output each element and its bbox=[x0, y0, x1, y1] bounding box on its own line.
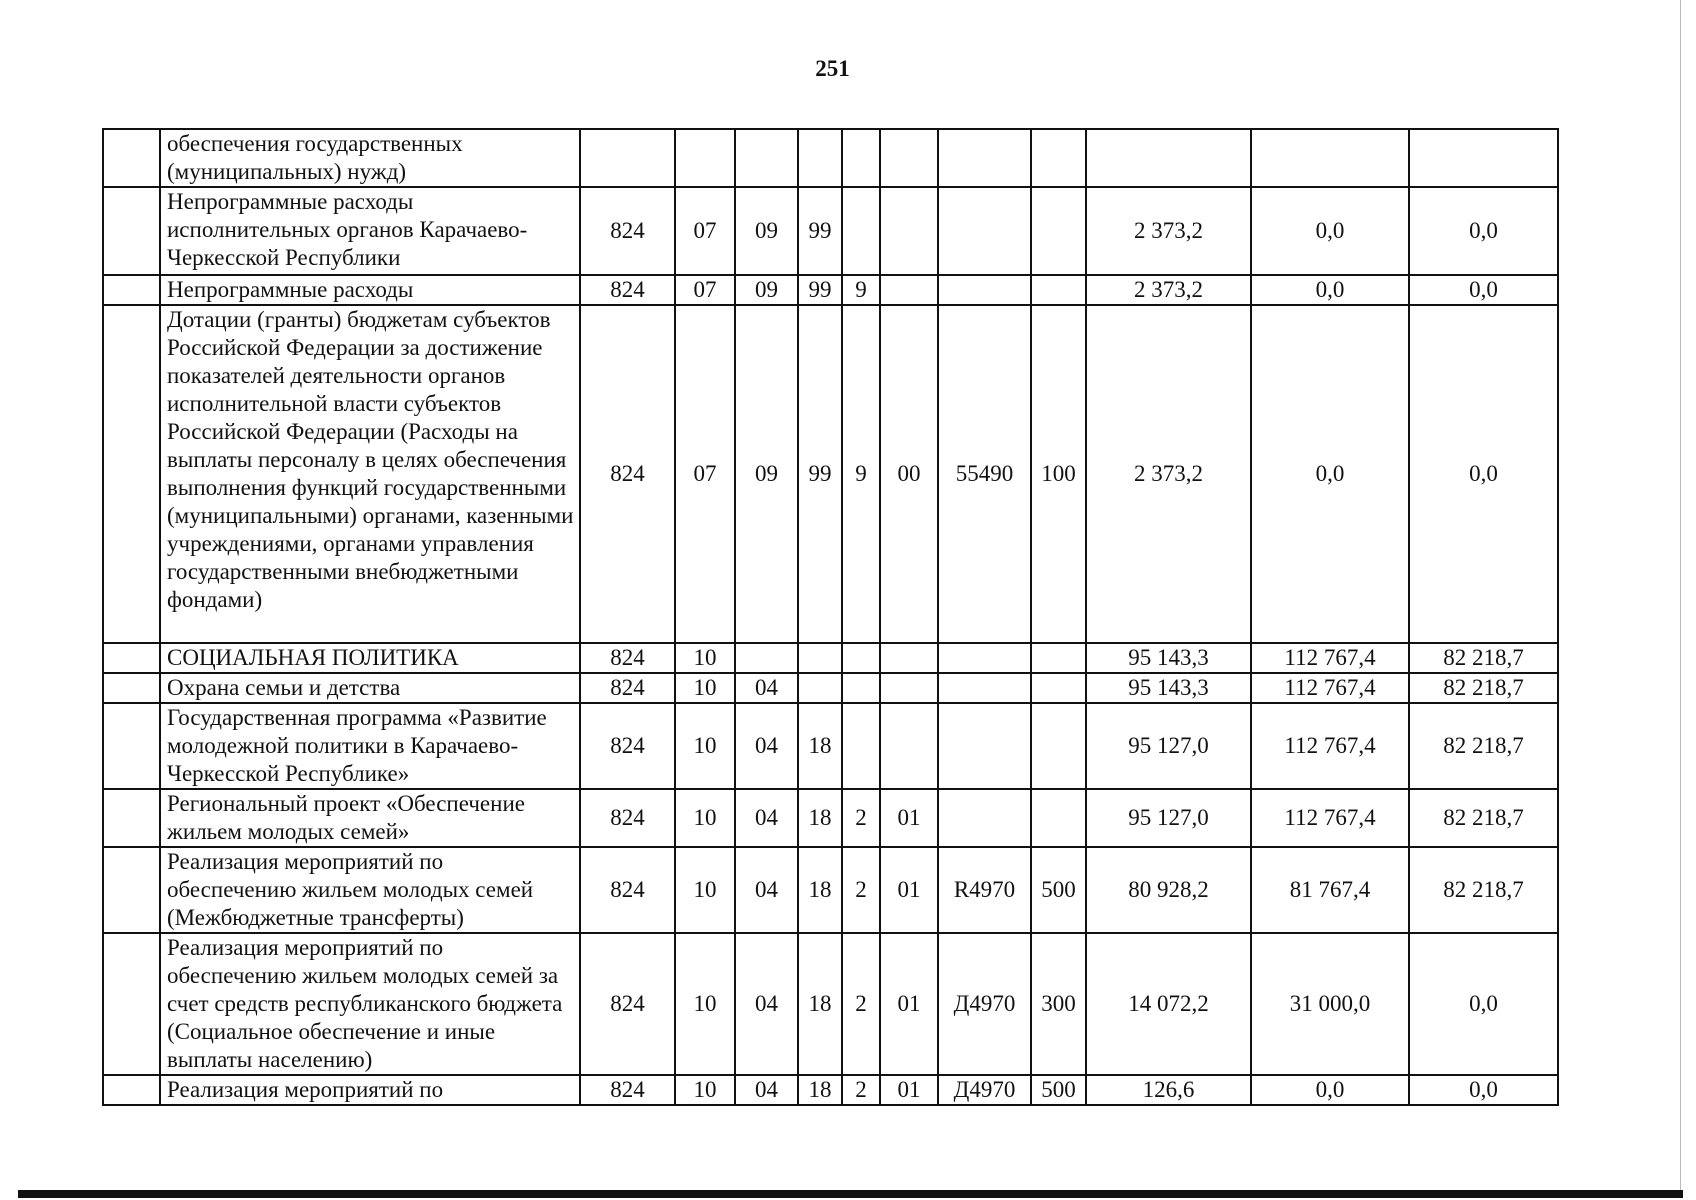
cell-cs1 bbox=[798, 129, 842, 187]
cell-rz: 10 bbox=[675, 673, 735, 703]
cell-pr: 04 bbox=[735, 673, 798, 703]
cell-year3: 82 218,7 bbox=[1409, 847, 1558, 933]
cell-cs4 bbox=[938, 129, 1031, 187]
cell-cs2: 2 bbox=[842, 789, 880, 847]
cell-year3: 82 218,7 bbox=[1409, 789, 1558, 847]
cell-pr: 04 bbox=[735, 789, 798, 847]
cell-vr bbox=[1031, 129, 1086, 187]
cell-cs3 bbox=[880, 643, 938, 673]
item-name: СОЦИАЛЬНАЯ ПОЛИТИКА bbox=[160, 643, 580, 673]
cell-cs2 bbox=[842, 703, 880, 789]
cell-year2: 112 767,4 bbox=[1251, 643, 1409, 673]
cell-cs1: 18 bbox=[798, 847, 842, 933]
row-index-cell bbox=[103, 933, 160, 1075]
cell-cs4: Д4970 bbox=[938, 933, 1031, 1075]
cell-pr: 04 bbox=[735, 703, 798, 789]
row-index-cell bbox=[103, 789, 160, 847]
cell-pr: 04 bbox=[735, 847, 798, 933]
cell-cs2 bbox=[842, 673, 880, 703]
cell-cs1: 18 bbox=[798, 933, 842, 1075]
cell-year1: 95 127,0 bbox=[1086, 789, 1251, 847]
cell-cs3 bbox=[880, 129, 938, 187]
cell-year3: 0,0 bbox=[1409, 305, 1558, 643]
cell-vr bbox=[1031, 789, 1086, 847]
cell-cs1: 18 bbox=[798, 1075, 842, 1105]
cell-cs4: R4970 bbox=[938, 847, 1031, 933]
cell-rz: 10 bbox=[675, 847, 735, 933]
cell-cs4 bbox=[938, 187, 1031, 275]
cell-year3: 82 218,7 bbox=[1409, 703, 1558, 789]
table-row bbox=[103, 847, 1558, 933]
cell-rz: 10 bbox=[675, 1075, 735, 1105]
table-row bbox=[103, 1075, 1558, 1105]
item-name: Региональный проект «Обеспечение жильем молодых семей» bbox=[160, 789, 580, 847]
cell-vr bbox=[1031, 187, 1086, 275]
cell-cs4 bbox=[938, 643, 1031, 673]
cell-cs3 bbox=[880, 187, 938, 275]
row-index-cell bbox=[103, 703, 160, 789]
cell-year2: 0,0 bbox=[1251, 1075, 1409, 1105]
item-name: Государственная программа «Развитие молодежной политики в Карачаево-Черкесской Республике» bbox=[160, 703, 580, 789]
cell-year1: 95 143,3 bbox=[1086, 673, 1251, 703]
cell-year2: 112 767,4 bbox=[1251, 789, 1409, 847]
cell-cs1 bbox=[798, 673, 842, 703]
cell-year3: 82 218,7 bbox=[1409, 673, 1558, 703]
cell-cs2: 9 bbox=[842, 305, 880, 643]
table-row bbox=[103, 703, 1558, 789]
table-row bbox=[103, 129, 1558, 187]
cell-cs2: 2 bbox=[842, 1075, 880, 1105]
cell-year3: 0,0 bbox=[1409, 933, 1558, 1075]
cell-gr bbox=[580, 129, 675, 187]
cell-gr: 824 bbox=[580, 305, 675, 643]
page-number: 251 bbox=[815, 56, 850, 81]
item-name: обеспечения государственных (муниципальных) нужд) bbox=[160, 129, 580, 187]
cell-year2: 0,0 bbox=[1251, 305, 1409, 643]
cell-rz: 10 bbox=[675, 643, 735, 673]
bottom-rule bbox=[18, 1190, 1683, 1198]
cell-rz: 07 bbox=[675, 305, 735, 643]
cell-cs4: 55490 bbox=[938, 305, 1031, 643]
row-index-cell bbox=[103, 847, 160, 933]
cell-year1: 126,6 bbox=[1086, 1075, 1251, 1105]
cell-year2: 0,0 bbox=[1251, 275, 1409, 305]
cell-cs2: 9 bbox=[842, 275, 880, 305]
cell-vr bbox=[1031, 703, 1086, 789]
cell-pr bbox=[735, 129, 798, 187]
cell-vr bbox=[1031, 673, 1086, 703]
cell-year1: 2 373,2 bbox=[1086, 275, 1251, 305]
cell-cs4 bbox=[938, 275, 1031, 305]
cell-cs3: 00 bbox=[880, 305, 938, 643]
cell-rz: 07 bbox=[675, 187, 735, 275]
cell-cs2 bbox=[842, 129, 880, 187]
cell-year3: 0,0 bbox=[1409, 275, 1558, 305]
table-row bbox=[103, 933, 1558, 1075]
cell-year1: 95 143,3 bbox=[1086, 643, 1251, 673]
cell-pr: 09 bbox=[735, 305, 798, 643]
cell-gr: 824 bbox=[580, 847, 675, 933]
cell-gr: 824 bbox=[580, 1075, 675, 1105]
item-name: Реализация мероприятий по обеспечению жильем молодых семей (Межбюджетные трансферты) bbox=[160, 847, 580, 933]
cell-cs1: 99 bbox=[798, 275, 842, 305]
cell-cs1: 99 bbox=[798, 305, 842, 643]
cell-year1: 2 373,2 bbox=[1086, 305, 1251, 643]
item-name: Непрограммные расходы bbox=[160, 275, 580, 305]
cell-cs3: 01 bbox=[880, 847, 938, 933]
cell-cs3: 01 bbox=[880, 933, 938, 1075]
cell-pr: 09 bbox=[735, 275, 798, 305]
row-index-cell bbox=[103, 673, 160, 703]
cell-year2: 81 767,4 bbox=[1251, 847, 1409, 933]
row-index-cell bbox=[103, 187, 160, 275]
cell-rz: 10 bbox=[675, 933, 735, 1075]
scan-edge-line bbox=[1680, 0, 1681, 1190]
row-index-cell bbox=[103, 643, 160, 673]
cell-cs2: 2 bbox=[842, 933, 880, 1075]
table-row bbox=[103, 789, 1558, 847]
cell-pr: 04 bbox=[735, 1075, 798, 1105]
cell-rz: 07 bbox=[675, 275, 735, 305]
cell-gr: 824 bbox=[580, 673, 675, 703]
item-name: Дотации (гранты) бюджетам субъектов Российской Федерации за достижение показателей деятельности органов исполнительной власти субъектов Российской Федерации (Расходы на выплаты персоналу в целях обеспечения выполнения функций государственными (муниципальными) органами, казенными учреждениями, органами управления государственными внебюджетными фондами) bbox=[160, 305, 580, 643]
cell-vr: 500 bbox=[1031, 1075, 1086, 1105]
cell-year3: 0,0 bbox=[1409, 187, 1558, 275]
table-row bbox=[103, 275, 1558, 305]
cell-rz: 10 bbox=[675, 789, 735, 847]
budget-table bbox=[102, 128, 1559, 1106]
table-row bbox=[103, 187, 1558, 275]
cell-vr bbox=[1031, 643, 1086, 673]
cell-cs2 bbox=[842, 187, 880, 275]
cell-year2: 31 000,0 bbox=[1251, 933, 1409, 1075]
cell-cs1: 99 bbox=[798, 187, 842, 275]
cell-year1: 95 127,0 bbox=[1086, 703, 1251, 789]
cell-pr: 09 bbox=[735, 187, 798, 275]
cell-rz: 10 bbox=[675, 703, 735, 789]
cell-year1: 80 928,2 bbox=[1086, 847, 1251, 933]
cell-gr: 824 bbox=[580, 703, 675, 789]
cell-vr bbox=[1031, 275, 1086, 305]
cell-cs3 bbox=[880, 673, 938, 703]
cell-cs3: 01 bbox=[880, 1075, 938, 1105]
cell-year3 bbox=[1409, 129, 1558, 187]
cell-cs4: Д4970 bbox=[938, 1075, 1031, 1105]
cell-cs3 bbox=[880, 275, 938, 305]
row-index-cell bbox=[103, 129, 160, 187]
cell-cs1: 18 bbox=[798, 703, 842, 789]
table-row bbox=[103, 643, 1558, 673]
cell-vr: 100 bbox=[1031, 305, 1086, 643]
cell-gr: 824 bbox=[580, 187, 675, 275]
row-index-cell bbox=[103, 275, 160, 305]
item-name: Реализация мероприятий по обеспечению жильем молодых семей за счет средств республиканского бюджета (Социальное обеспечение и иные выплаты населению) bbox=[160, 933, 580, 1075]
cell-gr: 824 bbox=[580, 933, 675, 1075]
cell-year1: 14 072,2 bbox=[1086, 933, 1251, 1075]
cell-cs4 bbox=[938, 673, 1031, 703]
cell-year1 bbox=[1086, 129, 1251, 187]
cell-pr: 04 bbox=[735, 933, 798, 1075]
cell-year2 bbox=[1251, 129, 1409, 187]
cell-gr: 824 bbox=[580, 275, 675, 305]
cell-gr: 824 bbox=[580, 789, 675, 847]
cell-cs2: 2 bbox=[842, 847, 880, 933]
cell-year1: 2 373,2 bbox=[1086, 187, 1251, 275]
cell-vr: 300 bbox=[1031, 933, 1086, 1075]
cell-year3: 0,0 bbox=[1409, 1075, 1558, 1105]
cell-pr bbox=[735, 643, 798, 673]
cell-vr: 500 bbox=[1031, 847, 1086, 933]
cell-cs2 bbox=[842, 643, 880, 673]
cell-rz bbox=[675, 129, 735, 187]
cell-year2: 0,0 bbox=[1251, 187, 1409, 275]
cell-year2: 112 767,4 bbox=[1251, 673, 1409, 703]
cell-gr: 824 bbox=[580, 643, 675, 673]
cell-cs3: 01 bbox=[880, 789, 938, 847]
cell-year3: 82 218,7 bbox=[1409, 643, 1558, 673]
table-row bbox=[103, 305, 1558, 643]
row-index-cell bbox=[103, 1075, 160, 1105]
item-name: Реализация мероприятий по bbox=[160, 1075, 580, 1105]
cell-cs4 bbox=[938, 789, 1031, 847]
table-row bbox=[103, 673, 1558, 703]
item-name: Непрограммные расходы исполнительных органов Карачаево-Черкесской Республики bbox=[160, 187, 580, 275]
cell-year2: 112 767,4 bbox=[1251, 703, 1409, 789]
row-index-cell bbox=[103, 305, 160, 643]
cell-cs1 bbox=[798, 643, 842, 673]
item-name: Охрана семьи и детства bbox=[160, 673, 580, 703]
cell-cs1: 18 bbox=[798, 789, 842, 847]
cell-cs3 bbox=[880, 703, 938, 789]
cell-cs4 bbox=[938, 703, 1031, 789]
